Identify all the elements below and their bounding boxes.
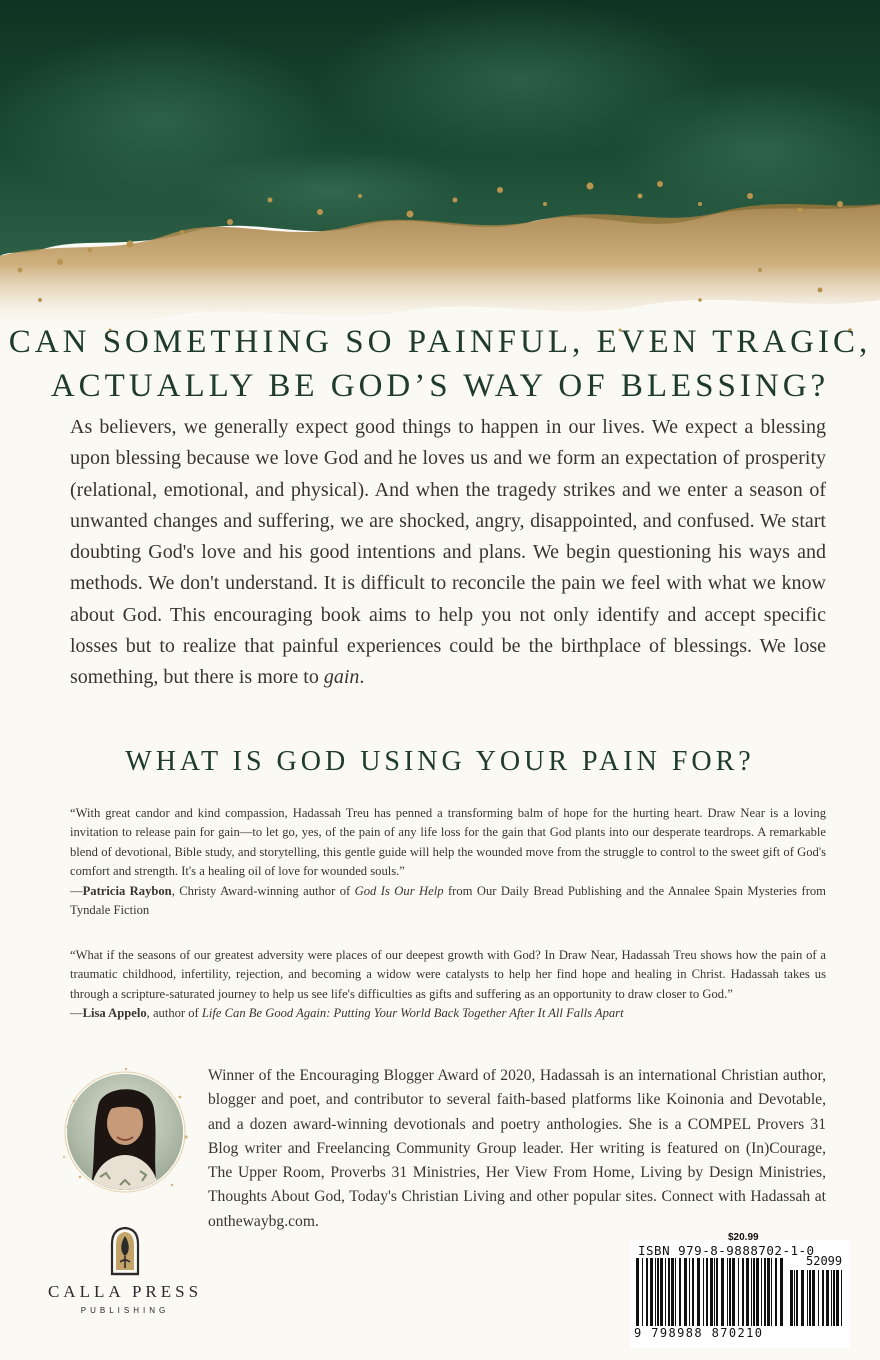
barcode-bar [833, 1270, 835, 1326]
endorser-role: , author of [146, 1006, 202, 1021]
barcode-bar [841, 1270, 842, 1326]
barcode-bar [761, 1258, 762, 1326]
endorsement-2 [70, 946, 826, 1024]
headline-line-2: ACTUALLY BE GOD’S WAY OF BLESSING? [50, 368, 830, 404]
endorser-name: Lisa Appelo [82, 1006, 147, 1021]
barcode-bar [657, 1258, 659, 1326]
barcode-bar [746, 1258, 749, 1326]
endorsement-dash: — [70, 883, 83, 898]
barcode-bar [753, 1258, 755, 1326]
barcode-bar [826, 1270, 829, 1326]
barcode-bar [809, 1270, 811, 1326]
ean-barcode-bars [636, 1258, 788, 1326]
price-label: $20.99 [728, 1232, 759, 1243]
barcode-bar [732, 1258, 735, 1326]
book-description [70, 412, 826, 694]
barcode-bar [714, 1258, 715, 1326]
barcode-bar [710, 1258, 713, 1326]
description-end: . [359, 666, 365, 689]
endorsement-quote: “With great candor and kind compassion, Hadassah Treu has penned a transforming balm of hope for the hurting heart. Draw Near is a loving invitation to release pain for gain—to let go, yes, of the pain of any life loss for the gain that God plants into our desperate teardrops. A remarkable blend of devotional, Bible study, and storytelling, this gentle guide will help the wounded move from the struggle to control to the sweet gift of God's comfort and strength. It's a healing oil of love for wounded souls.” [70, 806, 826, 879]
barcode-bar [721, 1258, 724, 1326]
description-emphasis: gain [323, 666, 360, 689]
barcode-bar [642, 1258, 643, 1326]
cover-headline [0, 320, 880, 408]
publisher-subtitle: PUBLISHING [80, 1306, 170, 1315]
isbn-number: ISBN 979-8-9888702-1-0 [638, 1243, 815, 1258]
endorser-name: Patricia Raybon [82, 883, 172, 898]
endorsement-1 [70, 804, 826, 920]
barcode-bar [689, 1258, 690, 1326]
barcode-bar [655, 1258, 656, 1326]
barcode-bar [675, 1258, 676, 1326]
barcode-bar [742, 1258, 744, 1326]
barcode-bar [796, 1270, 798, 1326]
barcode-bar [703, 1258, 704, 1326]
green-gold-watercolor-image [0, 0, 880, 360]
publisher-logo [40, 1226, 210, 1326]
barcode-bar [727, 1258, 728, 1326]
barcode-bar [684, 1258, 687, 1326]
barcode-bar [822, 1270, 824, 1326]
barcode-bar [738, 1258, 739, 1326]
cover-question: WHAT IS GOD USING YOUR PAIN FOR? [125, 746, 755, 777]
ean-number: 9 798988 870210 [634, 1326, 764, 1340]
price-addon-number: 52099 [806, 1254, 843, 1268]
author-photo [60, 1067, 190, 1197]
cover-top-artwork [0, 0, 880, 360]
endorsement-quote: “What if the seasons of our greatest adversity were places of our deepest growth with God? In Draw Near, Hadassah Treu shows how the pain of a traumatic childhood, infertility, rejection, and becoming a widow were catalysts to help her find hope and healing in Christ. Hadassah takes us through a scripture-saturated journey to help us see life's difficulties as gifts and suffering as an opportunity to draw closer to God.” [70, 948, 826, 1001]
endorser-book-title: God Is Our Help [354, 883, 444, 898]
barcode-bar [807, 1270, 808, 1326]
barcode-bar [692, 1258, 694, 1326]
endorser-credit-tail: from Our Daily Bread Publishing and the Annalee Spain Mysteries from Tyndale Fiction [70, 883, 826, 918]
barcode-bar [751, 1258, 752, 1326]
arched-window-lily-icon [109, 1226, 141, 1276]
barcode-bar [767, 1258, 770, 1326]
barcode-bar [716, 1258, 718, 1326]
barcode-bar [646, 1258, 648, 1326]
barcode-bar [671, 1258, 674, 1326]
barcode-bar [794, 1270, 795, 1326]
barcode-bar [790, 1270, 793, 1326]
barcode-bar [679, 1258, 681, 1326]
barcode-bar [650, 1258, 653, 1326]
barcode-bar [831, 1270, 832, 1326]
endorser-book-title: Life Can Be Good Again: Putting Your World Back Together After It All Falls Apart [201, 1006, 624, 1021]
publisher-name: CALLA PRESS [47, 1282, 203, 1301]
description-text: As believers, we generally expect good things to happen in our lives. We expect a blessing upon blessing because we love God and he loves us and we form an expectation of prosperity (relational, emotional, and physical). And when the tragedy strikes and we enter a season of unwanted changes and suffering, we are shocked, angry, disappointed, and confused. We start doubting God's love and his good intentions and plans. We begin questioning his ways and methods. We don't understand. It is difficult to reconcile the pain we feel with what we know about God. This encouraging book aims to help you not only identify and accept specific losses but to realize that painful experiences could be the birthplace of blessings. We lose something, but there is more to [70, 416, 826, 689]
barcode-bar [756, 1258, 759, 1326]
author-bio: Winner of the Encouraging Blogger Award of 2020, Hadassah is an international Christian author, blogger and poet, and contributor to several faith-based platforms like Koinonia and Devotable, and a dozen award-winning devotionals and poetry anthologies. She is a COMPEL Provers 31 Blog writer and Freelancing Community Group leader. Her writing is featured on (In)Courage, The Upper Room, Proverbs 31 Ministries, Her View From Home, Living by Design Ministries, Thoughts About God, Today's Christian Living and other popular sites. Connect with Hadassah at onthewaybg.com. [208, 1067, 826, 1230]
barcode-bar [771, 1258, 772, 1326]
barcode-bar [665, 1258, 666, 1326]
barcode-bar [780, 1258, 783, 1326]
barcode-bar [812, 1270, 815, 1326]
author-portrait-image [60, 1067, 190, 1197]
barcode-bar [660, 1258, 663, 1326]
barcode-bar [818, 1270, 819, 1326]
barcode-bar [668, 1258, 670, 1326]
barcode-bar [636, 1258, 639, 1326]
barcode-bar [764, 1258, 766, 1326]
barcode-bar [801, 1270, 804, 1326]
barcode-bar [836, 1270, 839, 1326]
endorsement-dash: — [70, 1006, 83, 1021]
barcode-bar [697, 1258, 700, 1326]
barcode-bar [706, 1258, 708, 1326]
barcode-bar [729, 1258, 731, 1326]
endorser-role: , Christy Award-winning author of [171, 883, 355, 898]
isbn-barcode [630, 1232, 850, 1348]
headline-line-1: CAN SOMETHING SO PAINFUL, EVEN TRAGIC, [8, 324, 872, 360]
barcode-bar [775, 1258, 777, 1326]
addon-barcode-bars [790, 1270, 846, 1326]
